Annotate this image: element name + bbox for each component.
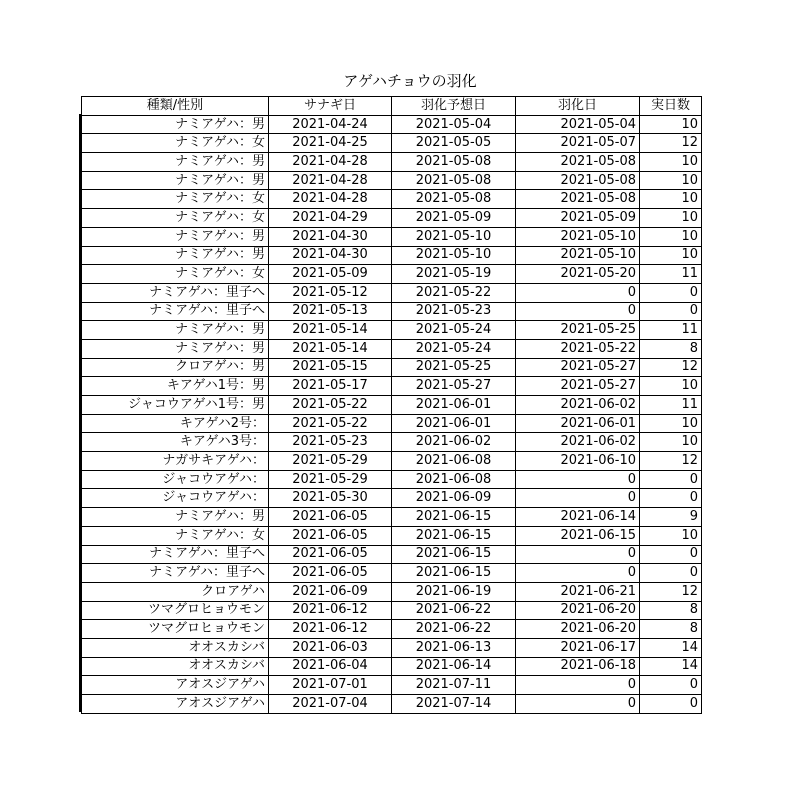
emergence-date-cell: 0 <box>516 302 640 321</box>
pupa-date-cell: 2021-05-30 <box>269 489 392 508</box>
actual-days-cell: 10 <box>640 526 702 545</box>
species-cell: ナミアゲハ：女 <box>82 190 269 209</box>
table-row <box>82 396 702 415</box>
species-cell: ナミアゲハ：男 <box>82 171 269 190</box>
header-row <box>82 97 702 116</box>
actual-days-cell: 0 <box>640 676 702 695</box>
actual-days-cell: 12 <box>640 134 702 153</box>
expected-emergence-cell: 2021-06-08 <box>392 452 516 471</box>
expected-emergence-cell: 2021-05-23 <box>392 302 516 321</box>
expected-emergence-cell: 2021-05-22 <box>392 283 516 302</box>
table-row <box>82 153 702 172</box>
actual-days-cell: 10 <box>640 190 702 209</box>
species-cell: ナミアゲハ：女 <box>82 526 269 545</box>
species-cell: ツマグロヒョウモン <box>82 601 269 620</box>
expected-emergence-cell: 2021-06-01 <box>392 414 516 433</box>
table-row <box>82 209 702 228</box>
emergence-date-cell: 2021-06-18 <box>516 657 640 676</box>
actual-days-cell: 10 <box>640 377 702 396</box>
species-cell: ナミアゲハ：男 <box>82 115 269 134</box>
species-cell: キアゲハ2号： <box>82 414 269 433</box>
species-cell: ジャコウアゲハ1号：男 <box>82 396 269 415</box>
table-row <box>82 115 702 134</box>
actual-days-cell: 11 <box>640 396 702 415</box>
pupa-date-cell: 2021-06-05 <box>269 526 392 545</box>
table-row <box>82 246 702 265</box>
table-body <box>82 115 702 713</box>
species-cell: ナミアゲハ：里子へ <box>82 545 269 564</box>
expected-emergence-cell: 2021-06-22 <box>392 620 516 639</box>
species-cell: ジャコウアゲハ： <box>82 489 269 508</box>
species-cell: クロアゲハ：男 <box>82 358 269 377</box>
species-cell: アオスジアゲハ <box>82 676 269 695</box>
column-header-pupa-date: サナギ日 <box>269 97 392 116</box>
table-row <box>82 695 702 714</box>
species-cell: キアゲハ3号： <box>82 433 269 452</box>
table-row <box>82 414 702 433</box>
pupa-date-cell: 2021-04-30 <box>269 246 392 265</box>
actual-days-cell: 11 <box>640 321 702 340</box>
species-cell: ナミアゲハ：男 <box>82 153 269 172</box>
pupa-date-cell: 2021-04-25 <box>269 134 392 153</box>
expected-emergence-cell: 2021-07-11 <box>392 676 516 695</box>
expected-emergence-cell: 2021-05-08 <box>392 153 516 172</box>
column-header-actual-days: 実日数 <box>640 97 702 116</box>
expected-emergence-cell: 2021-06-13 <box>392 638 516 657</box>
emergence-date-cell: 0 <box>516 564 640 583</box>
column-header-emergence-date: 羽化日 <box>516 97 640 116</box>
pupa-date-cell: 2021-04-28 <box>269 153 392 172</box>
emergence-date-cell: 0 <box>516 545 640 564</box>
expected-emergence-cell: 2021-07-14 <box>392 695 516 714</box>
emergence-date-cell: 2021-06-02 <box>516 396 640 415</box>
species-cell: ナミアゲハ：男 <box>82 339 269 358</box>
emergence-date-cell: 2021-05-08 <box>516 190 640 209</box>
species-cell: ナミアゲハ：女 <box>82 134 269 153</box>
table-row <box>82 526 702 545</box>
actual-days-cell: 10 <box>640 227 702 246</box>
table-row <box>82 302 702 321</box>
table-row <box>82 657 702 676</box>
species-cell: ナミアゲハ：女 <box>82 209 269 228</box>
emergence-date-cell: 2021-06-21 <box>516 582 640 601</box>
table-row <box>82 545 702 564</box>
expected-emergence-cell: 2021-06-15 <box>392 526 516 545</box>
table-row <box>82 283 702 302</box>
pupa-date-cell: 2021-05-29 <box>269 452 392 471</box>
emergence-date-cell: 2021-06-17 <box>516 638 640 657</box>
expected-emergence-cell: 2021-06-14 <box>392 657 516 676</box>
expected-emergence-cell: 2021-05-24 <box>392 321 516 340</box>
expected-emergence-cell: 2021-05-24 <box>392 339 516 358</box>
actual-days-cell: 0 <box>640 470 702 489</box>
table-row <box>82 190 702 209</box>
column-header-expected-emergence-date: 羽化予想日 <box>392 97 516 116</box>
expected-emergence-cell: 2021-05-25 <box>392 358 516 377</box>
actual-days-cell: 10 <box>640 153 702 172</box>
species-cell: ナミアゲハ：男 <box>82 246 269 265</box>
pupa-date-cell: 2021-04-29 <box>269 209 392 228</box>
pupa-date-cell: 2021-04-28 <box>269 190 392 209</box>
pupa-date-cell: 2021-05-13 <box>269 302 392 321</box>
species-cell: キアゲハ1号：男 <box>82 377 269 396</box>
actual-days-cell: 14 <box>640 638 702 657</box>
table-row <box>82 171 702 190</box>
pupa-date-cell: 2021-04-24 <box>269 115 392 134</box>
table-row <box>82 638 702 657</box>
table-row <box>82 452 702 471</box>
actual-days-cell: 8 <box>640 620 702 639</box>
emergence-date-cell: 2021-06-01 <box>516 414 640 433</box>
actual-days-cell: 8 <box>640 601 702 620</box>
expected-emergence-cell: 2021-06-15 <box>392 564 516 583</box>
species-cell: ナミアゲハ：里子へ <box>82 564 269 583</box>
expected-emergence-cell: 2021-06-09 <box>392 489 516 508</box>
emergence-date-cell: 2021-05-10 <box>516 246 640 265</box>
species-cell: クロアゲハ <box>82 582 269 601</box>
emergence-date-cell: 2021-05-04 <box>516 115 640 134</box>
table-title: アゲハチョウの羽化 <box>343 72 477 90</box>
expected-emergence-cell: 2021-06-15 <box>392 508 516 527</box>
species-cell: ナミアゲハ：里子へ <box>82 302 269 321</box>
species-cell: アオスジアゲハ <box>82 695 269 714</box>
table-row <box>82 227 702 246</box>
expected-emergence-cell: 2021-06-22 <box>392 601 516 620</box>
expected-emergence-cell: 2021-06-08 <box>392 470 516 489</box>
emergence-date-cell: 2021-05-09 <box>516 209 640 228</box>
emergence-date-cell: 2021-05-27 <box>516 358 640 377</box>
emergence-date-cell: 2021-05-08 <box>516 153 640 172</box>
species-cell: オオスカシバ <box>82 638 269 657</box>
actual-days-cell: 10 <box>640 209 702 228</box>
expected-emergence-cell: 2021-05-04 <box>392 115 516 134</box>
species-cell: ジャコウアゲハ： <box>82 470 269 489</box>
pupa-date-cell: 2021-06-04 <box>269 657 392 676</box>
actual-days-cell: 0 <box>640 545 702 564</box>
pupa-date-cell: 2021-05-12 <box>269 283 392 302</box>
actual-days-cell: 10 <box>640 171 702 190</box>
emergence-date-cell: 2021-06-10 <box>516 452 640 471</box>
species-cell: ツマグロヒョウモン <box>82 620 269 639</box>
table-row <box>82 676 702 695</box>
emergence-date-cell: 2021-06-15 <box>516 526 640 545</box>
pupa-date-cell: 2021-05-22 <box>269 396 392 415</box>
expected-emergence-cell: 2021-06-02 <box>392 433 516 452</box>
pupa-date-cell: 2021-07-04 <box>269 695 392 714</box>
species-cell: ナミアゲハ：男 <box>82 508 269 527</box>
emergence-date-cell: 2021-05-20 <box>516 265 640 284</box>
expected-emergence-cell: 2021-05-09 <box>392 209 516 228</box>
pupa-date-cell: 2021-06-05 <box>269 564 392 583</box>
expected-emergence-cell: 2021-05-10 <box>392 227 516 246</box>
emergence-date-cell: 0 <box>516 676 640 695</box>
actual-days-cell: 12 <box>640 582 702 601</box>
table-row <box>82 134 702 153</box>
table-row <box>82 489 702 508</box>
table-row <box>82 582 702 601</box>
species-cell: ナミアゲハ：男 <box>82 321 269 340</box>
emergence-date-cell: 2021-06-14 <box>516 508 640 527</box>
pupa-date-cell: 2021-06-05 <box>269 508 392 527</box>
actual-days-cell: 0 <box>640 283 702 302</box>
emergence-date-cell: 0 <box>516 695 640 714</box>
emergence-date-cell: 2021-06-20 <box>516 620 640 639</box>
species-cell: ナミアゲハ：女 <box>82 265 269 284</box>
actual-days-cell: 0 <box>640 302 702 321</box>
actual-days-cell: 10 <box>640 433 702 452</box>
emergence-date-cell: 2021-05-27 <box>516 377 640 396</box>
table-row <box>82 433 702 452</box>
expected-emergence-cell: 2021-05-10 <box>392 246 516 265</box>
expected-emergence-cell: 2021-05-08 <box>392 171 516 190</box>
expected-emergence-cell: 2021-05-08 <box>392 190 516 209</box>
species-cell: オオスカシバ <box>82 657 269 676</box>
table-row <box>82 470 702 489</box>
species-cell: ナガサキアゲハ： <box>82 452 269 471</box>
actual-days-cell: 10 <box>640 414 702 433</box>
pupa-date-cell: 2021-07-01 <box>269 676 392 695</box>
emergence-date-cell: 2021-05-25 <box>516 321 640 340</box>
table-row <box>82 601 702 620</box>
species-cell: ナミアゲハ：男 <box>82 227 269 246</box>
emergence-date-cell: 2021-05-22 <box>516 339 640 358</box>
emergence-date-cell: 2021-05-07 <box>516 134 640 153</box>
actual-days-cell: 10 <box>640 115 702 134</box>
table-row <box>82 377 702 396</box>
pupa-date-cell: 2021-06-12 <box>269 601 392 620</box>
actual-days-cell: 8 <box>640 339 702 358</box>
emergence-date-cell: 2021-05-10 <box>516 227 640 246</box>
actual-days-cell: 14 <box>640 657 702 676</box>
pupa-date-cell: 2021-05-14 <box>269 321 392 340</box>
table-row <box>82 564 702 583</box>
pupa-date-cell: 2021-04-30 <box>269 227 392 246</box>
emergence-date-cell: 2021-06-02 <box>516 433 640 452</box>
species-cell: ナミアゲハ：里子へ <box>82 283 269 302</box>
pupa-date-cell: 2021-05-23 <box>269 433 392 452</box>
pupa-date-cell: 2021-06-03 <box>269 638 392 657</box>
emergence-date-cell: 2021-06-20 <box>516 601 640 620</box>
expected-emergence-cell: 2021-05-27 <box>392 377 516 396</box>
table-row <box>82 265 702 284</box>
expected-emergence-cell: 2021-05-19 <box>392 265 516 284</box>
actual-days-cell: 0 <box>640 695 702 714</box>
emergence-date-cell: 2021-05-08 <box>516 171 640 190</box>
pupa-date-cell: 2021-05-17 <box>269 377 392 396</box>
actual-days-cell: 0 <box>640 564 702 583</box>
table-row <box>82 508 702 527</box>
actual-days-cell: 12 <box>640 358 702 377</box>
pupa-date-cell: 2021-05-29 <box>269 470 392 489</box>
pupa-date-cell: 2021-05-15 <box>269 358 392 377</box>
pupa-date-cell: 2021-06-05 <box>269 545 392 564</box>
emergence-table <box>81 96 702 714</box>
pupa-date-cell: 2021-05-22 <box>269 414 392 433</box>
pupa-date-cell: 2021-04-28 <box>269 171 392 190</box>
expected-emergence-cell: 2021-05-05 <box>392 134 516 153</box>
pupa-date-cell: 2021-05-14 <box>269 339 392 358</box>
table-row <box>82 358 702 377</box>
table-row <box>82 339 702 358</box>
column-header-species: 種類/性別 <box>82 97 269 116</box>
expected-emergence-cell: 2021-06-01 <box>392 396 516 415</box>
emergence-date-cell: 0 <box>516 470 640 489</box>
actual-days-cell: 10 <box>640 246 702 265</box>
table-row <box>82 321 702 340</box>
table-row <box>82 620 702 639</box>
actual-days-cell: 12 <box>640 452 702 471</box>
actual-days-cell: 11 <box>640 265 702 284</box>
pupa-date-cell: 2021-06-12 <box>269 620 392 639</box>
actual-days-cell: 9 <box>640 508 702 527</box>
emergence-date-cell: 0 <box>516 489 640 508</box>
emergence-date-cell: 0 <box>516 283 640 302</box>
actual-days-cell: 0 <box>640 489 702 508</box>
expected-emergence-cell: 2021-06-15 <box>392 545 516 564</box>
expected-emergence-cell: 2021-06-19 <box>392 582 516 601</box>
pupa-date-cell: 2021-06-09 <box>269 582 392 601</box>
pupa-date-cell: 2021-05-09 <box>269 265 392 284</box>
